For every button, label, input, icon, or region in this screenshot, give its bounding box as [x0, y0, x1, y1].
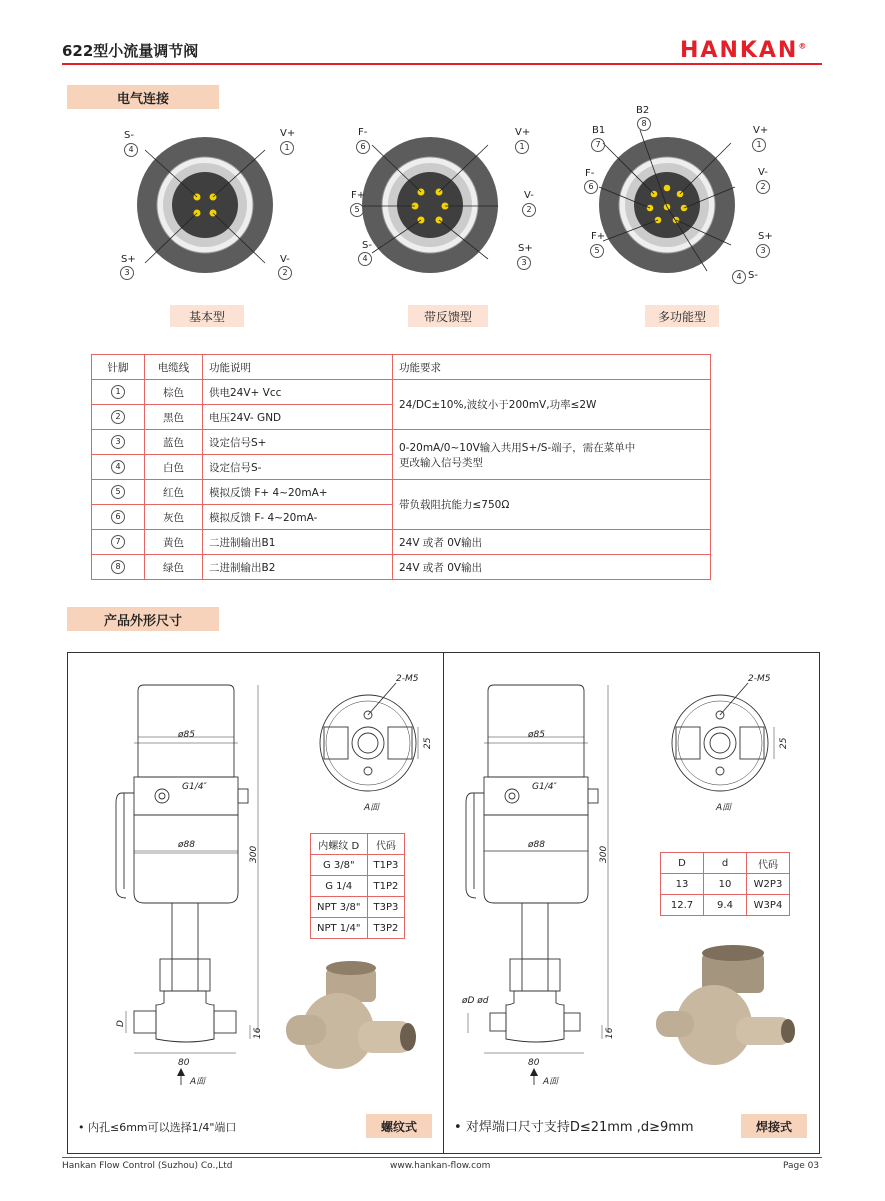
- pin-number: 6: [111, 510, 125, 524]
- pin-label: V-: [524, 190, 534, 201]
- table-row: NPT 1/4" T3P2: [311, 918, 405, 939]
- table-row: 12.7 9.4 W3P4: [661, 895, 790, 916]
- welded-valve-photo: [656, 945, 795, 1065]
- dim-label: 300: [599, 845, 609, 863]
- table-row: G 1/4 T1P2: [311, 876, 405, 897]
- pin-number: 2: [522, 203, 536, 217]
- welded-type-tag: 焊接式: [741, 1114, 807, 1138]
- dim-label: 16: [605, 1027, 615, 1039]
- page-title: 622型小流量调节阀: [62, 42, 199, 60]
- dim-label: D: [116, 1020, 126, 1027]
- requirement: 24V 或者 0V输出: [393, 530, 711, 555]
- dim-label: 25: [779, 737, 789, 749]
- wire-color: 棕色: [145, 380, 203, 405]
- dim-label: G1/4″: [182, 782, 207, 792]
- pin-number: 6: [584, 180, 598, 194]
- dim-label: 25: [423, 737, 433, 749]
- pin-label: F+: [591, 231, 606, 242]
- pin-label: S+: [121, 254, 136, 265]
- pin-number: 2: [756, 180, 770, 194]
- pin-label: V+: [280, 128, 296, 139]
- dim-label: 80: [178, 1058, 190, 1068]
- pin-number: 6: [356, 140, 370, 154]
- dim-label: 16: [253, 1027, 263, 1039]
- dim-label: 2-M5: [396, 674, 419, 684]
- table-header-row: [92, 355, 711, 380]
- pin-number: 8: [111, 560, 125, 574]
- pin-label: S-: [124, 130, 134, 141]
- connector-basic: [137, 137, 273, 273]
- dim-label: ø88: [178, 840, 195, 850]
- table-row: [92, 430, 711, 455]
- dim-label: øD ød: [462, 996, 489, 1006]
- wire-color: 白色: [145, 455, 203, 480]
- table-row: G 3/8" T1P3: [311, 855, 405, 876]
- section-dimensions-title: 产品外形尺寸: [67, 607, 219, 631]
- table-row: [92, 530, 711, 555]
- pin-number: 1: [111, 385, 125, 399]
- footer-page: Page 03: [783, 1161, 820, 1171]
- pin-number: 3: [756, 244, 770, 258]
- function-desc: 模拟反馈 F- 4~20mA-: [203, 505, 393, 530]
- table-header: 代码: [747, 853, 790, 874]
- footer-divider: [62, 1157, 822, 1158]
- pin-number: 4: [111, 460, 125, 474]
- connector-type-multifunction: 多功能型: [645, 305, 719, 327]
- thread-code-table: [310, 833, 405, 939]
- connector-diagrams: [100, 100, 800, 300]
- requirement-line: 更改输入信号类型: [399, 456, 483, 469]
- dim-label: 80: [528, 1058, 540, 1068]
- pin-number: 3: [517, 256, 531, 270]
- requirement: 带负载阻抗能力≤750Ω: [393, 480, 711, 530]
- table-header: 功能说明: [203, 355, 393, 380]
- table-header: 针脚: [92, 355, 145, 380]
- table-header: d: [704, 853, 747, 874]
- pin-label: B2: [636, 105, 650, 116]
- table-header: 电缆线: [145, 355, 203, 380]
- dim-label: ø85: [178, 730, 195, 740]
- pin-number: 4: [732, 270, 746, 284]
- welded-note: • 对焊端口尺寸支持D≤21mm ,d≥9mm: [454, 1120, 694, 1135]
- dim-label: G1/4″: [532, 782, 557, 792]
- view-label: A面: [364, 803, 380, 813]
- dim-label: 300: [249, 845, 259, 863]
- pin-function-table: [91, 354, 711, 580]
- table-row: 13 10 W2P3: [661, 874, 790, 895]
- pin-label: V+: [753, 125, 769, 136]
- table-row: [92, 380, 711, 405]
- note-text: 对焊端口尺寸支持D≤21mm ,d≥9mm: [465, 1120, 694, 1135]
- pin-number: 7: [591, 138, 605, 152]
- function-desc: 设定信号S-: [203, 455, 393, 480]
- wire-color: 红色: [145, 480, 203, 505]
- table-header: 功能要求: [393, 355, 711, 380]
- pin-label: S+: [758, 231, 773, 242]
- pin-number: 3: [111, 435, 125, 449]
- dim-label: ø88: [528, 840, 545, 850]
- pin-number: 4: [358, 252, 372, 266]
- view-label: A面: [190, 1077, 206, 1087]
- header-divider: [62, 63, 822, 65]
- footer-url[interactable]: www.hankan-flow.com: [390, 1161, 491, 1171]
- threaded-note: • 内孔≤6mm可以选择1/4"端口: [78, 1121, 237, 1134]
- note-text: 内孔≤6mm可以选择1/4"端口: [88, 1121, 237, 1134]
- pin-label: F+: [351, 190, 366, 201]
- function-desc: 二进制输出B1: [203, 530, 393, 555]
- requirement: 24/DC±10%,波纹小于200mV,功率≤2W: [393, 380, 711, 430]
- function-desc: 模拟反馈 F+ 4~20mA+: [203, 480, 393, 505]
- function-desc: 供电24V+ Vcc: [203, 380, 393, 405]
- threaded-type-tag: 螺纹式: [366, 1114, 432, 1138]
- pin-label: S-: [748, 270, 758, 281]
- connector-multifunction: [599, 130, 735, 273]
- requirement: 24V 或者 0V输出: [393, 555, 711, 580]
- view-label: A面: [543, 1077, 559, 1087]
- dim-label: 2-M5: [748, 674, 771, 684]
- pin-number: 7: [111, 535, 125, 549]
- hankan-logo: HANKAN®: [680, 38, 809, 63]
- pin-number: 5: [590, 244, 604, 258]
- connector-type-feedback: 带反馈型: [408, 305, 488, 327]
- pin-number: 5: [350, 203, 364, 217]
- dim-label: ø85: [528, 730, 545, 740]
- table-header: 内螺纹 D: [311, 834, 368, 855]
- pin-label: F-: [585, 168, 595, 179]
- pin-number: 3: [120, 266, 134, 280]
- pin-label: V-: [758, 167, 768, 178]
- requirement-line: 0-20mA/0~10V输入共用S+/S-端子，需在菜单中: [399, 441, 636, 454]
- pin-label: S-: [362, 240, 372, 251]
- pin-number: 2: [111, 410, 125, 424]
- table-row: NPT 3/8" T3P3: [311, 897, 405, 918]
- view-label: A面: [716, 803, 732, 813]
- table-row: [92, 480, 711, 505]
- table-header: D: [661, 853, 704, 874]
- table-header: 代码: [367, 834, 405, 855]
- section-electrical-title: 电气连接: [67, 85, 219, 109]
- wire-color: 蓝色: [145, 430, 203, 455]
- pin-number: 4: [124, 143, 138, 157]
- requirement: [393, 430, 711, 480]
- wire-color: 黄色: [145, 530, 203, 555]
- wire-color: 绿色: [145, 555, 203, 580]
- pin-label: B1: [592, 125, 606, 136]
- pin-number: 5: [111, 485, 125, 499]
- table-row: [92, 555, 711, 580]
- function-desc: 电压24V- GND: [203, 405, 393, 430]
- function-desc: 设定信号S+: [203, 430, 393, 455]
- pin-label: S+: [518, 243, 533, 254]
- pin-label: F-: [358, 127, 368, 138]
- weld-code-table: [660, 852, 790, 916]
- wire-color: 黑色: [145, 405, 203, 430]
- pin-number: 2: [278, 266, 292, 280]
- pin-label: V+: [515, 127, 531, 138]
- footer-company: Hankan Flow Control (Suzhou) Co.,Ltd: [62, 1161, 233, 1171]
- connector-type-basic: 基本型: [170, 305, 244, 327]
- wire-color: 灰色: [145, 505, 203, 530]
- pin-number: 1: [280, 141, 294, 155]
- pin-label: V-: [280, 254, 290, 265]
- pin-number: 1: [515, 140, 529, 154]
- pin-number: 1: [752, 138, 766, 152]
- connector-feedback: [362, 137, 498, 273]
- threaded-valve-photo: [286, 961, 416, 1069]
- function-desc: 二进制输出B2: [203, 555, 393, 580]
- pin-number: 8: [637, 117, 651, 131]
